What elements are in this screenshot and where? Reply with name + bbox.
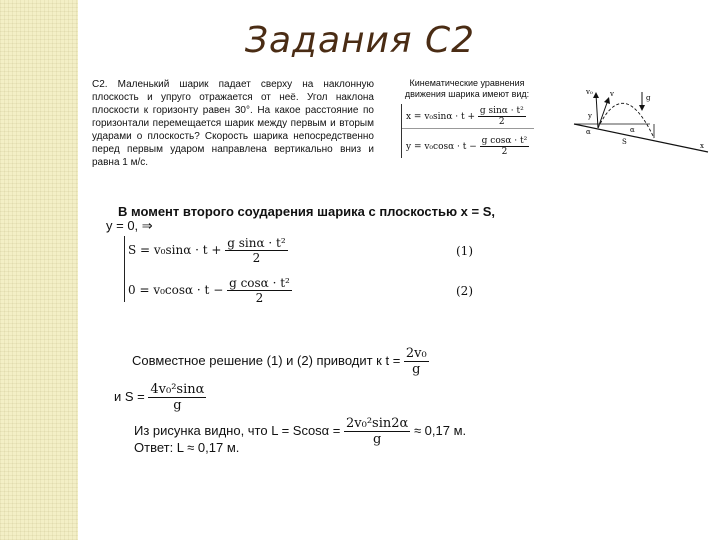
equation-1-tag: (1) — [456, 244, 473, 258]
kinematics-y-equation — [406, 136, 529, 157]
t-denominator: g — [404, 361, 429, 377]
y-eq-left: y = v₀cosα · t − — [406, 142, 480, 152]
t-fraction — [404, 346, 429, 377]
solution-moment-cont: y = 0, ⇒ — [106, 218, 153, 233]
label-y-axis: y — [588, 112, 592, 120]
inclined-plane-diagram — [572, 80, 712, 160]
label-g: g — [646, 94, 651, 102]
eq1-fraction — [225, 236, 287, 265]
label-v: v — [610, 90, 614, 98]
y-eq-denominator: 2 — [480, 146, 530, 157]
s-fraction — [148, 382, 206, 413]
system-brace — [124, 236, 125, 302]
trajectory-curve — [598, 103, 654, 138]
kinematics-separator — [402, 128, 534, 129]
l-value: ≈ 0,17 м. — [413, 422, 467, 438]
velocity-arrow — [596, 94, 598, 128]
label-v0: v₀ — [586, 88, 593, 96]
l-numerator: 2v₀²sin2α — [346, 416, 409, 431]
gravity-arrowhead — [639, 105, 645, 111]
solution-moment: В момент второго соударения шарика с плоскостью x = S, — [118, 204, 495, 219]
label-x-axis: x — [700, 142, 704, 150]
label-s: S — [622, 138, 627, 146]
l-fraction — [344, 416, 410, 447]
joint-text: Совместное решение (1) и (2) приводит к t = — [132, 352, 404, 368]
equation-1 — [128, 236, 288, 265]
answer-line: Ответ: L ≈ 0,17 м. — [134, 440, 240, 455]
v0-arrowhead — [604, 97, 610, 104]
incline-line — [574, 124, 708, 152]
eq2-left: 0 = v₀cosα · t − — [128, 283, 228, 297]
s-denominator: g — [148, 397, 206, 413]
t-numerator: 2v₀ — [405, 346, 427, 361]
velocity-arrowhead — [593, 92, 599, 98]
slide-title: Задания С2 — [244, 20, 476, 61]
decorative-side-band — [0, 0, 78, 540]
s-numerator: 4v₀²sinα — [150, 382, 205, 397]
label-alpha-right: α — [630, 126, 635, 134]
problem-statement: C2. Маленький шарик падает сверху на наклонную плоскость и упруго отражается от неё. Угол наклона плоскости к горизонту равен 30°. На какое расстояние по горизонтали перемещается шарик между первым и вторым ударами о плоскость? Скорость шарика непосредственно перед первым ударом направлена вертикально вниз и равна 1 м/с. — [92, 79, 374, 168]
label-alpha-left: α — [586, 128, 591, 136]
x-eq-left: x = v₀sinα · t + — [406, 112, 478, 122]
l-text: Из рисунка видно, что L = Scosα = — [134, 422, 345, 438]
joint-solution — [132, 346, 429, 377]
x-eq-fraction — [478, 106, 526, 127]
kinematics-x-equation — [406, 106, 526, 127]
eq1-denominator: 2 — [225, 250, 287, 265]
equation-2-tag: (2) — [456, 284, 473, 298]
y-eq-numerator: g cosα · t² — [481, 136, 528, 146]
eq1-numerator: g sinα · t² — [227, 236, 286, 250]
x-eq-denominator: 2 — [478, 116, 526, 127]
x-eq-numerator: g sinα · t² — [479, 106, 524, 116]
eq2-denominator: 2 — [227, 290, 292, 305]
s-result — [114, 382, 206, 413]
equation-2 — [128, 276, 292, 305]
s-text: и S = — [114, 388, 149, 404]
eq2-fraction — [227, 276, 292, 305]
kinematics-heading: Кинематические уравнения движения шарика имеют вид: — [404, 78, 530, 99]
l-denominator: g — [344, 431, 410, 447]
eq1-left: S = v₀sinα · t + — [128, 243, 226, 257]
y-eq-fraction — [480, 136, 530, 157]
eq2-numerator: g cosα · t² — [229, 276, 290, 290]
kinematics-brace — [401, 104, 402, 158]
